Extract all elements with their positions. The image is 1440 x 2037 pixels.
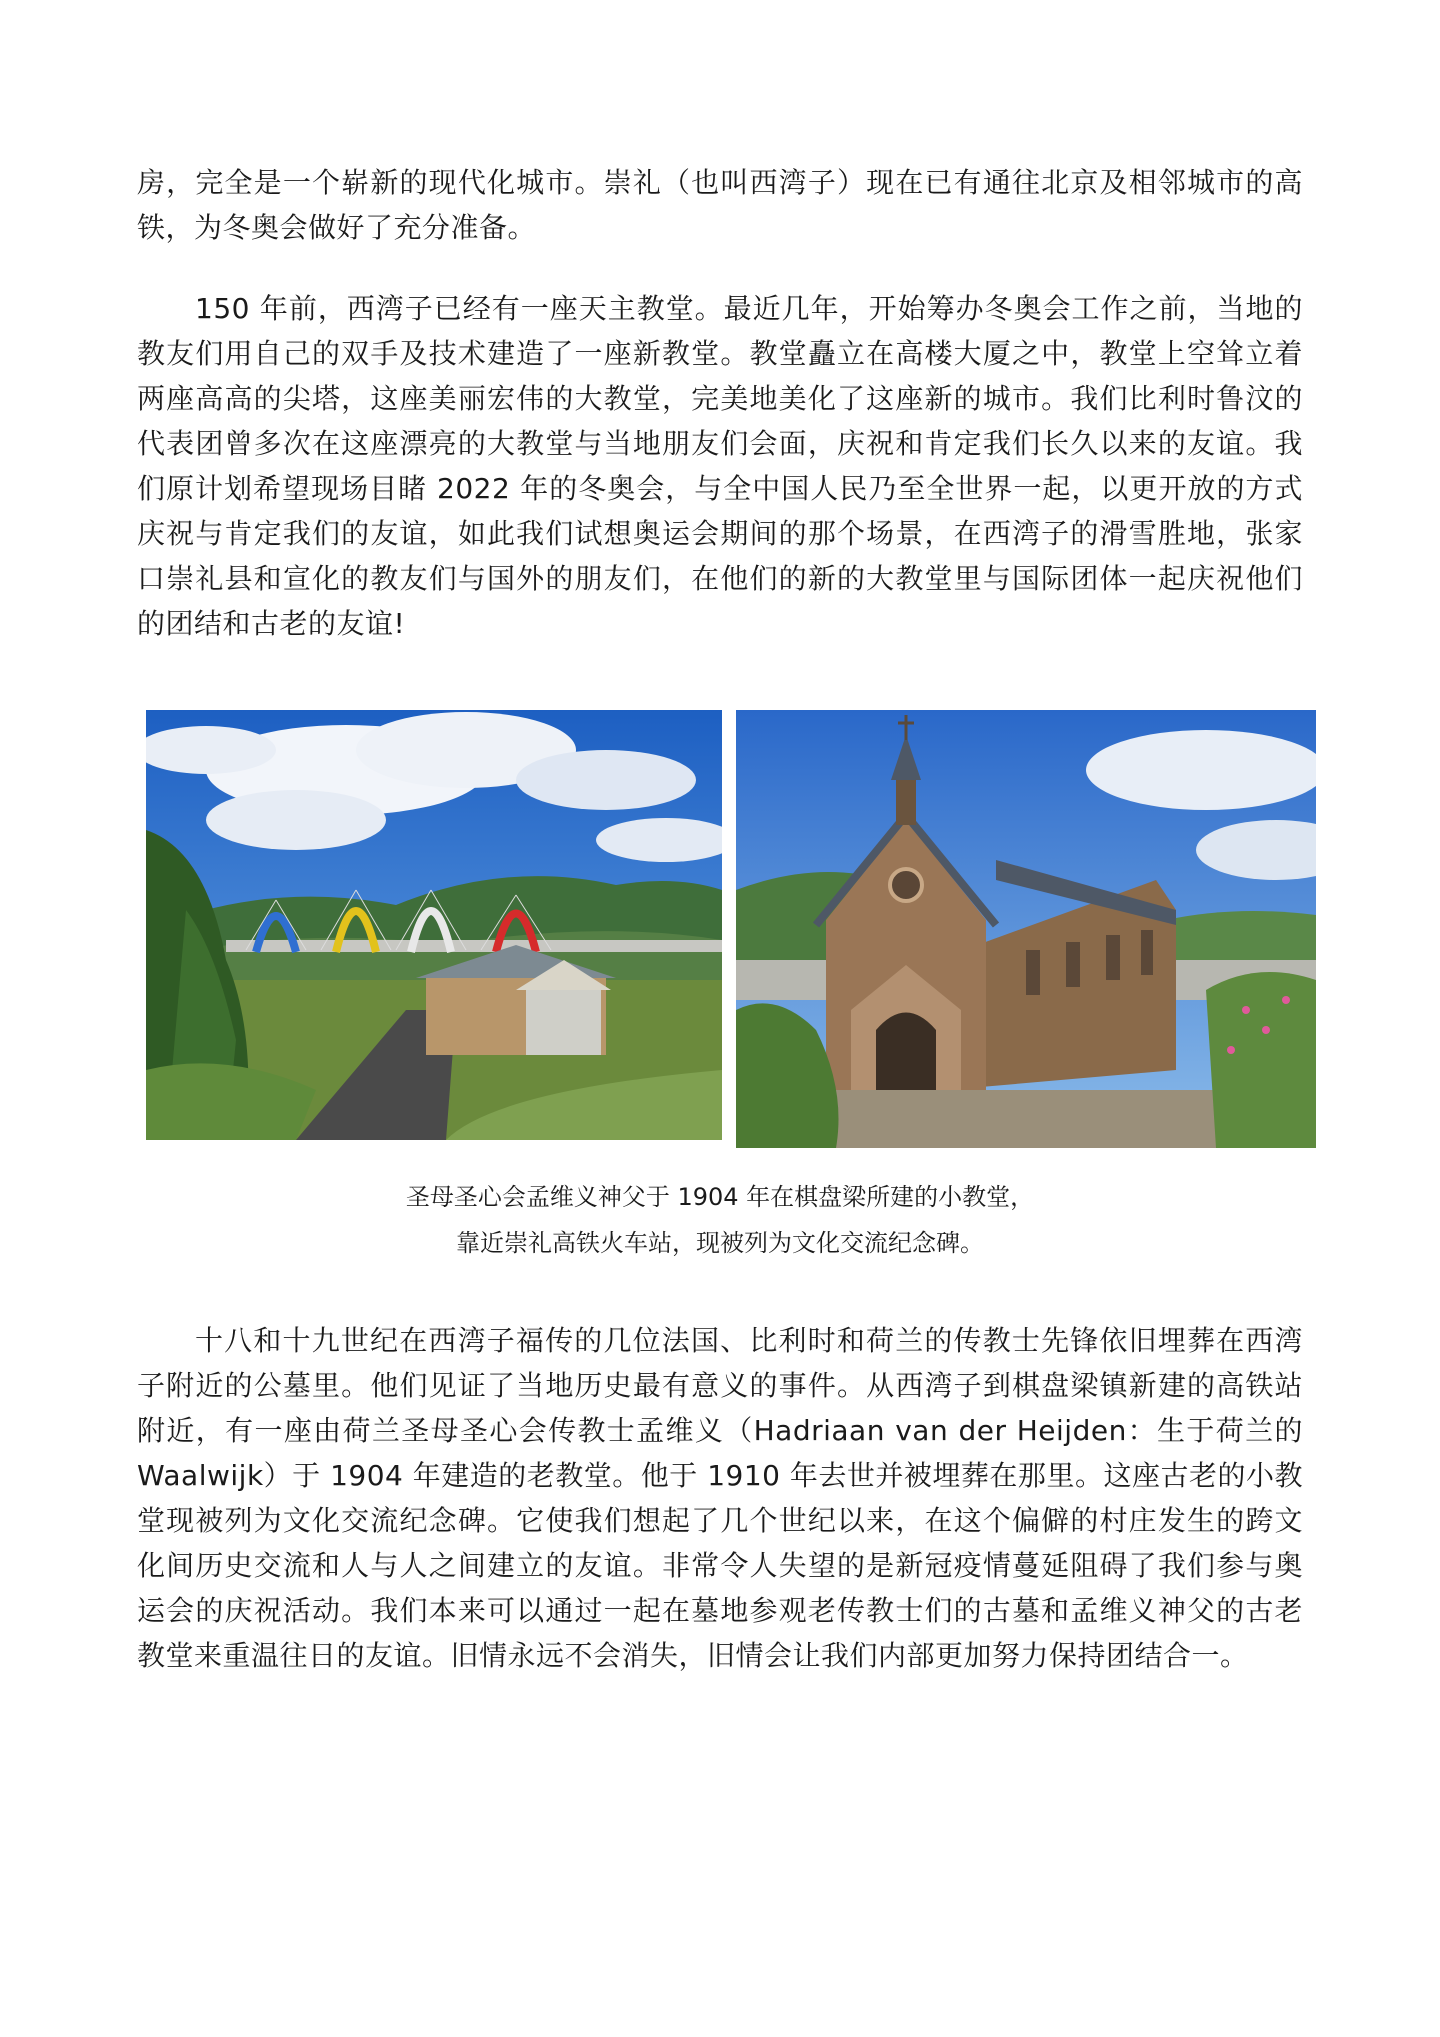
paragraph-missionaries: 十八和十九世纪在西湾子福传的几位法国、比利时和荷兰的传教士先锋依旧埋葬在西湾子附近的公墓里。他们见证了当地历史最有意义的事件。从西湾子到棋盘梁镇新建的高铁站附近，有一座由荷兰圣母圣心会传教士孟维义（Hadriaan van der Heijden：生于荷兰的 Waalwijk）于 1904 年建造的老教堂。他于 1910 年去世并被埋葬在那里。这座古老的小教堂现被列为文化交流纪念碑。它使我们想起了几个世纪以来，在这个偏僻的村庄发生的跨文化间历史交流和人与人之间建立的友谊。非常令人失望的是新冠疫情蔓延阻碍了我们参与奥运会的庆祝活动。我们本来可以通过一起在墓地参观老传教士们的古墓和孟维义神父的古老教堂来重温往日的友谊。旧情永远不会消失，旧情会让我们内部更加努力保持团结合一。	[137, 1324, 1303, 1672]
photo-caption-line-2: 靠近崇礼高铁火车站，现被列为文化交流纪念碑。	[456, 1229, 984, 1257]
photo-old-chapel	[736, 710, 1316, 1148]
photo-bridge-village	[146, 710, 722, 1140]
paragraph-new-cathedral: 150 年前，西湾子已经有一座天主教堂。最近几年，开始筹办冬奥会工作之前，当地的教友们用自己的双手及技术建造了一座新教堂。教堂矗立在高楼大厦之中，教堂上空耸立着两座高高的尖塔，这座美丽宏伟的大教堂，完美地美化了这座新的城市。我们比利时鲁汶的代表团曾多次在这座漂亮的大教堂与当地朋友们会面，庆祝和肯定我们长久以来的友谊。我们原计划希望现场目睹 2022 年的冬奥会，与全中国人民乃至全世界一起，以更开放的方式庆祝与肯定我们的友谊，如此我们试想奥运会期间的那个场景，在西湾子的滑雪胜地，张家口崇礼县和宣化的教友们与国外的朋友们，在他们的新的大教堂里与国际团体一起庆祝他们的团结和古老的友谊!	[137, 292, 1303, 640]
photo-caption-line-1: 圣母圣心会孟维义神父于 1904 年在棋盘梁所建的小教堂，	[405, 1183, 1035, 1211]
paragraph-intro-end: 房，完全是一个崭新的现代化城市。崇礼（也叫西湾子）现在已有通往北京及相邻城市的高铁，为冬奥会做好了充分准备。	[137, 166, 1303, 244]
